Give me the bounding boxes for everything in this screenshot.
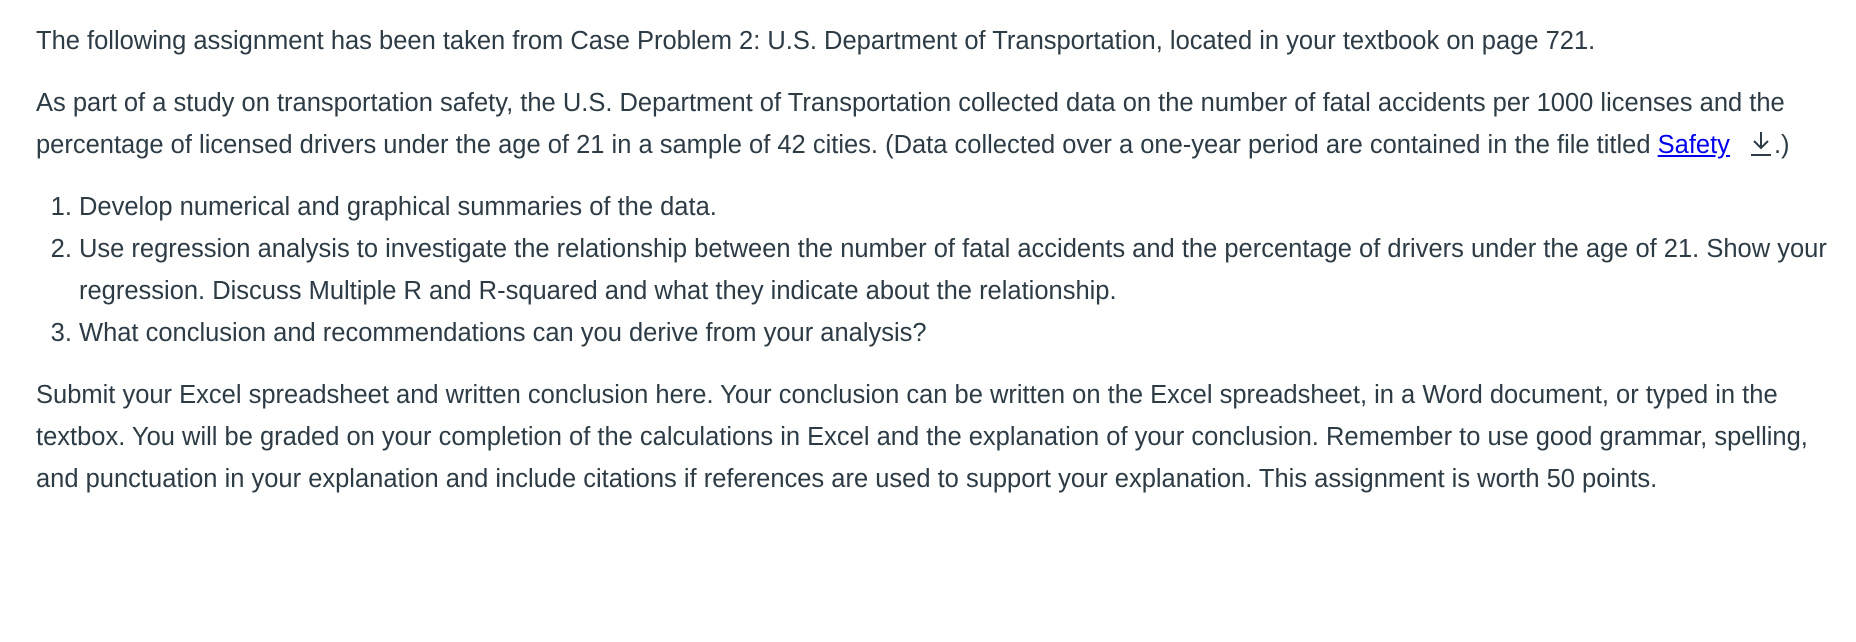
study-paragraph <box>36 82 1854 166</box>
study-text: As part of a study on transportation safety, the U.S. Department of Transportation collected data on the number of fatal accidents per 1000 licenses and the percentage of licensed drivers under the age of 21 in a sample of 42 cities. (Data collected over a one-year period are contained in the file titled <box>36 89 1785 159</box>
download-icon[interactable] <box>1748 129 1774 159</box>
intro-paragraph: The following assignment has been taken from Case Problem 2: U.S. Department of Transportation, located in your textbook on page 721. <box>36 27 1596 55</box>
study-text-end: .) <box>1773 131 1790 159</box>
task-item: 2. Use regression analysis to investigate the relationship between the number of fatal accidents and the percentage of drivers under the age of 21. Show your regression. Discuss Multiple R and R-squared and what they indicate about the relationship. <box>79 228 1854 312</box>
task-list <box>36 186 1854 354</box>
safety-file-link[interactable]: Safety <box>1657 131 1730 159</box>
task-item: 3. What conclusion and recommendations can you derive from your analysis? <box>79 312 1854 354</box>
task-item: 1. Develop numerical and graphical summaries of the data. <box>79 186 1854 228</box>
submission-paragraph: Submit your Excel spreadsheet and written conclusion here. Your conclusion can be written on the Excel spreadsheet, in a Word document, or typed in the textbox. You will be graded on your completion of the calculations in Excel and the explanation of your conclusion. Remember to use good grammar, spelling, and punctuation in your explanation and include citations if references are used to support your explanation. This assignment is worth 50 points. <box>36 381 1808 493</box>
assignment-description <box>36 0 1854 500</box>
